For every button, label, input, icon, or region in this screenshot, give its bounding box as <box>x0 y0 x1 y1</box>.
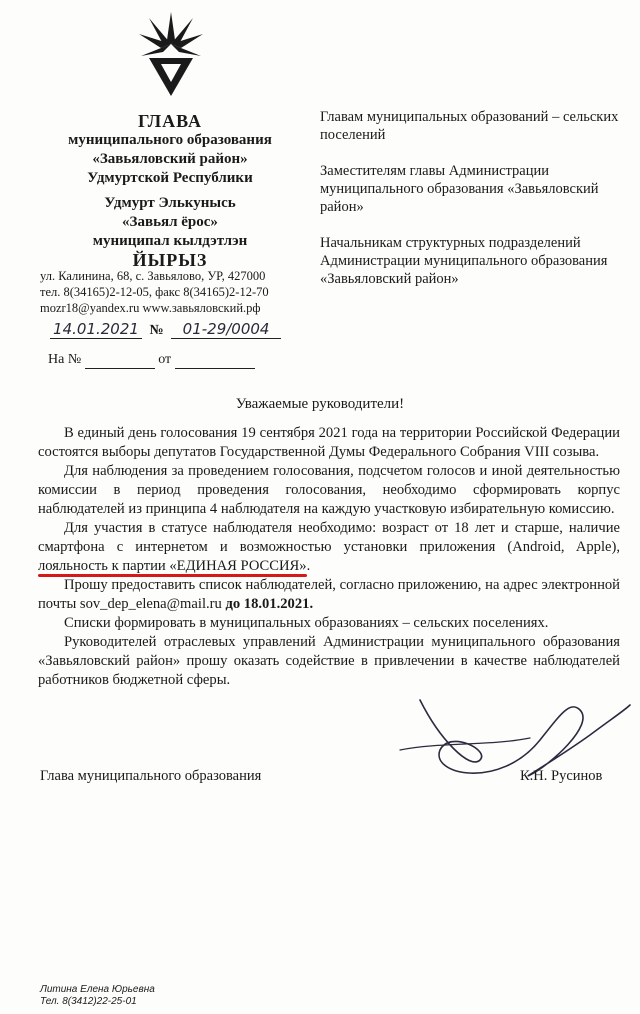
executor-name: Литина Елена Юрьевна <box>40 984 155 995</box>
header-block <box>40 112 300 270</box>
deadline-text: до 18.01.2021. <box>225 596 314 612</box>
address-line: ул. Калинина, 68, с. Завьялово, УР, 427000 <box>40 269 266 283</box>
signature-position: Глава муниципального образования <box>40 768 262 784</box>
highlighted-phrase <box>38 558 307 574</box>
paragraph <box>38 519 620 576</box>
signature-name: К.Н. Русинов <box>520 768 603 784</box>
highlighted-text: лояльность к партии «ЕДИНАЯ РОССИЯ» <box>38 558 307 574</box>
paragraph <box>38 576 620 614</box>
recipient-item: Начальникам структурных подразделений Администрации муниципального образования «Завьяловский район» <box>320 235 608 287</box>
address-block <box>40 268 300 316</box>
reference-from-label: от <box>158 352 172 367</box>
red-underline <box>38 574 307 577</box>
header-line: муниципал кылдэтлэн <box>92 233 248 249</box>
reference-label: На № <box>48 352 82 367</box>
header-line: ЙЫРЫЗ <box>132 250 208 270</box>
paragraph: В единый день голосования 19 сентября 2021 года на территории Российской Федерации состоятся выборы депутатов Государственной Думы Федерального Собрания VIII созыва. <box>38 425 620 460</box>
header-line: «Завьяловский район» <box>92 151 248 167</box>
header-title: ГЛАВА <box>137 111 203 131</box>
executor-phone: Тел. 8(3412)22-25-01 <box>40 996 137 1007</box>
paragraph-text: Прошу предоставить список наблюдателей, согласно приложению, на адрес электронной почты sov_dep_elena@mail.ru <box>38 577 620 612</box>
number-label: № <box>149 323 164 338</box>
registration-date: 14.01.2021 <box>50 320 142 339</box>
address-line: mozr18@yandex.ru www.завьяловский.рф <box>40 301 261 315</box>
paragraph: Списки формировать в муниципальных образованиях – сельских поселениях. <box>64 615 549 631</box>
recipient-item: Главам муниципальных образований – сельских поселений <box>320 109 619 143</box>
registration-number: 01-29/0004 <box>171 320 281 339</box>
header-line: «Завьял ёрос» <box>122 214 218 230</box>
header-line: муниципального образования <box>68 132 272 148</box>
paragraph-text: Для участия в статусе наблюдателя необходимо: возраст от 18 лет и старше, наличие смартфона с интернетом и возможностью установки приложения (Android, Apple), <box>38 520 620 555</box>
address-line: тел. 8(34165)2-12-05, факс 8(34165)2-12-70 <box>40 285 269 299</box>
recipients-block <box>320 108 620 306</box>
header-line: Удмуртской Республики <box>87 170 253 186</box>
paragraph: Для наблюдения за проведением голосования, подсчетом голосов и иной деятельностью комиссии в период проведения голосования, необходимо сформировать корпус наблюдателей из принципа 4 наблюдателя на каждую участковую избирательную комиссию. <box>38 463 620 517</box>
reference-date-blank <box>175 352 255 369</box>
executor-block <box>40 984 155 1008</box>
reference-blank <box>85 352 155 369</box>
recipient-item: Заместителям главы Администрации муниципального образования «Завьяловский район» <box>320 163 599 215</box>
letter-body <box>38 424 620 690</box>
paragraph-text: . <box>306 558 311 574</box>
greeting: Уважаемые руководители! <box>235 396 405 412</box>
emblem-logo <box>135 10 207 98</box>
reference-line <box>48 352 255 369</box>
paragraph: Руководителей отраслевых управлений Администрации муниципального образования «Завьяловский район» прошу оказать содействие в привлечении в качестве наблюдателей работников бюджетной сферы. <box>38 634 620 688</box>
header-line: Удмурт Элькунысь <box>104 195 236 211</box>
registration-line <box>50 320 310 339</box>
